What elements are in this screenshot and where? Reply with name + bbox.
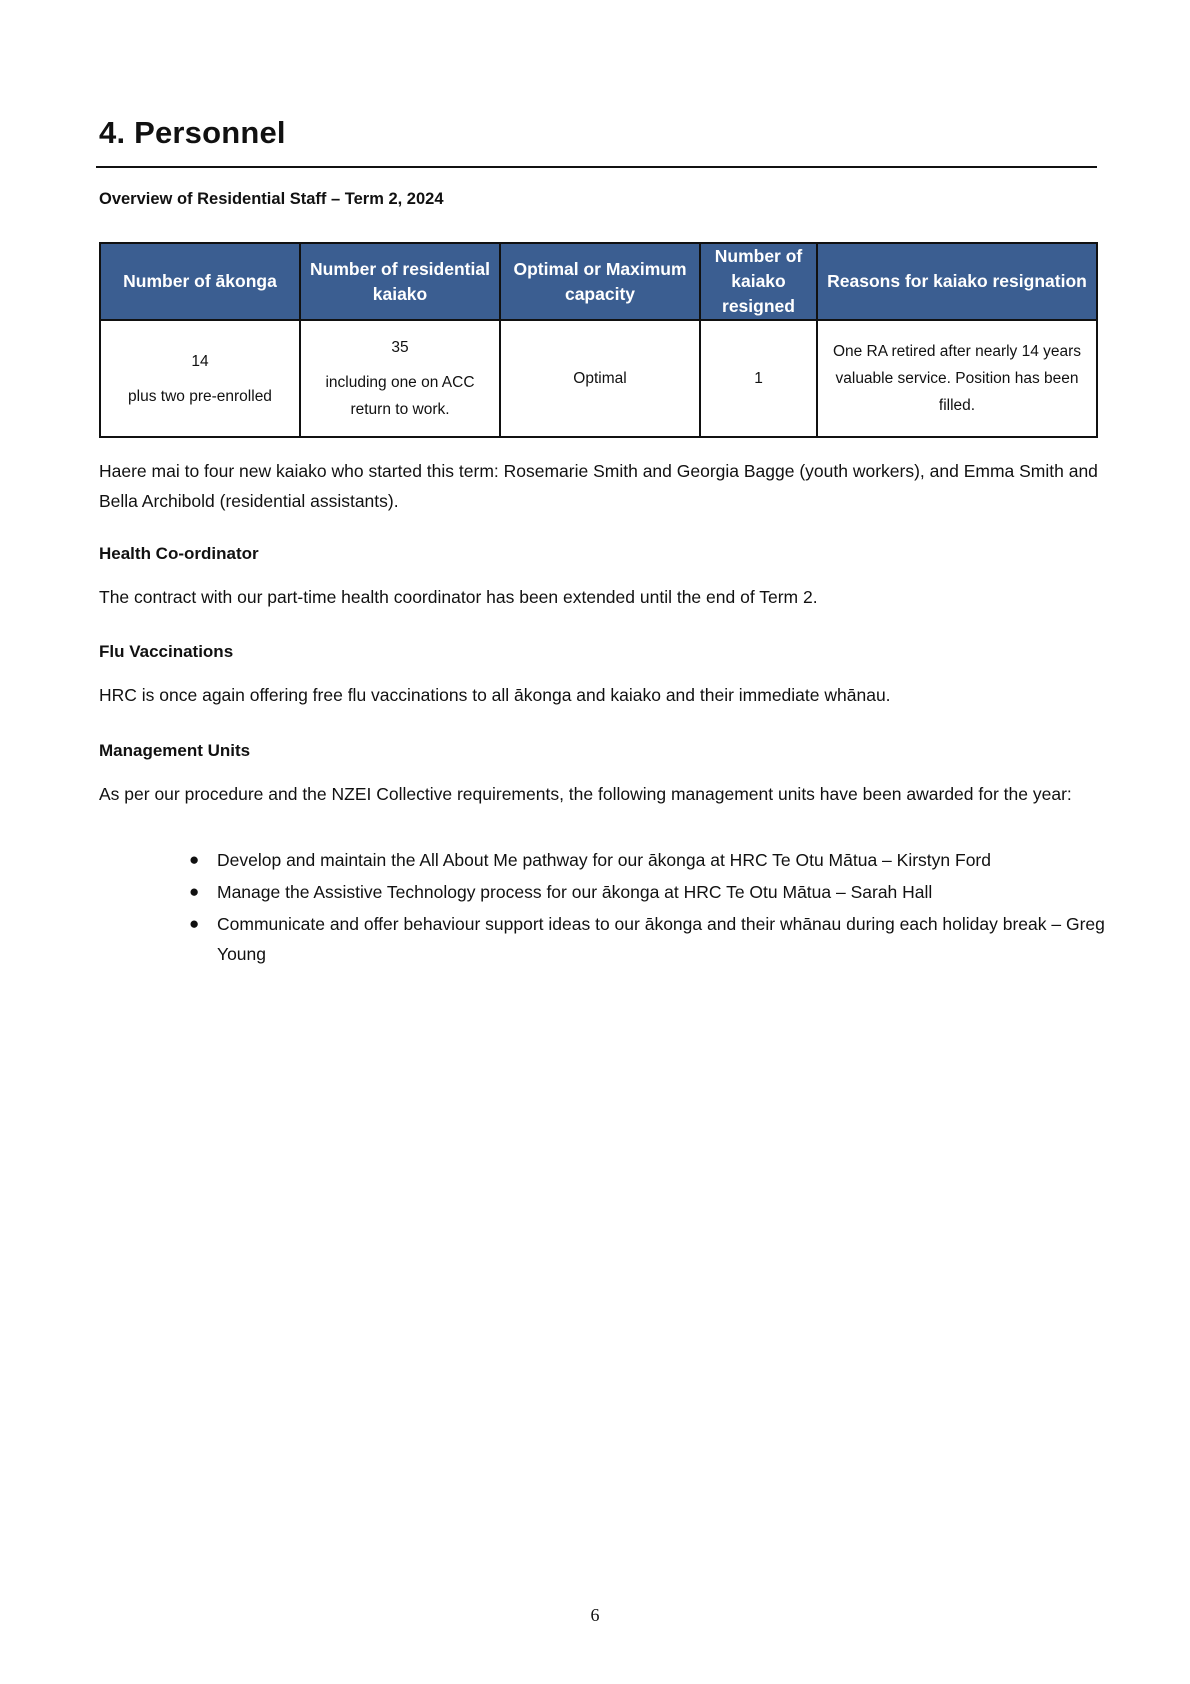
heading-divider	[96, 166, 1097, 168]
bullet-icon: ●	[189, 914, 200, 933]
header-akonga: Number of ākonga	[100, 243, 300, 320]
cell-capacity: Optimal	[500, 320, 700, 437]
kaiako-note: including one on ACC return to work.	[325, 374, 475, 418]
flu-heading: Flu Vaccinations	[99, 642, 234, 661]
kaiako-count: 35	[391, 339, 409, 356]
cell-kaiako-resigned: 1	[700, 320, 817, 437]
table-header-row	[100, 243, 1097, 320]
akonga-count: 14	[191, 352, 209, 370]
header-residential-kaiako: Number of residential kaiako	[300, 243, 500, 320]
list-item-text: Communicate and offer behaviour support ideas to our ākonga and their whānau during each holiday break – Greg Young	[217, 914, 1105, 964]
management-heading: Management Units	[99, 741, 251, 760]
list-item-text: Develop and maintain the All About Me pathway for our ākonga at HRC Te Otu Mātua – Kirstyn Ford	[217, 850, 991, 870]
list-item	[189, 909, 1127, 969]
cell-akonga	[100, 320, 300, 437]
page-number: 6	[590, 1605, 600, 1625]
flu-paragraph: HRC is once again offering free flu vaccinations to all ākonga and kaiako and their immediate whānau.	[99, 685, 891, 705]
management-intro: As per our procedure and the NZEI Collective requirements, the following management units have been awarded for the year:	[99, 784, 1072, 804]
bullet-icon: ●	[189, 850, 200, 869]
table-caption: Overview of Residential Staff – Term 2, 2024	[99, 190, 444, 208]
header-capacity: Optimal or Maximum capacity	[500, 243, 700, 320]
health-paragraph: The contract with our part-time health coordinator has been extended until the end of Term 2.	[99, 587, 818, 607]
header-kaiako-resigned: Number of kaiako resigned	[700, 243, 817, 320]
section-title: 4. Personnel	[99, 115, 286, 150]
health-heading: Health Co-ordinator	[99, 544, 259, 563]
akonga-note: plus two pre-enrolled	[128, 387, 272, 405]
table-row	[100, 320, 1097, 437]
management-units-list	[189, 845, 1127, 971]
list-item	[189, 845, 1127, 875]
header-resignation-reasons: Reasons for kaiako resignation	[817, 243, 1097, 320]
list-item	[189, 877, 1127, 907]
cell-resignation-reason: One RA retired after nearly 14 years valuable service. Position has been filled.	[817, 320, 1097, 437]
residential-staff-table	[99, 242, 1098, 438]
welcome-paragraph: Haere mai to four new kaiako who started this term: Rosemarie Smith and Georgia Bagge (youth workers), and Emma Smith and Bella Archibold (residential assistants).	[99, 461, 1098, 511]
list-item-text: Manage the Assistive Technology process for our ākonga at HRC Te Otu Mātua – Sarah Hall	[217, 882, 933, 902]
cell-residential-kaiako	[300, 320, 500, 437]
bullet-icon: ●	[189, 882, 200, 901]
